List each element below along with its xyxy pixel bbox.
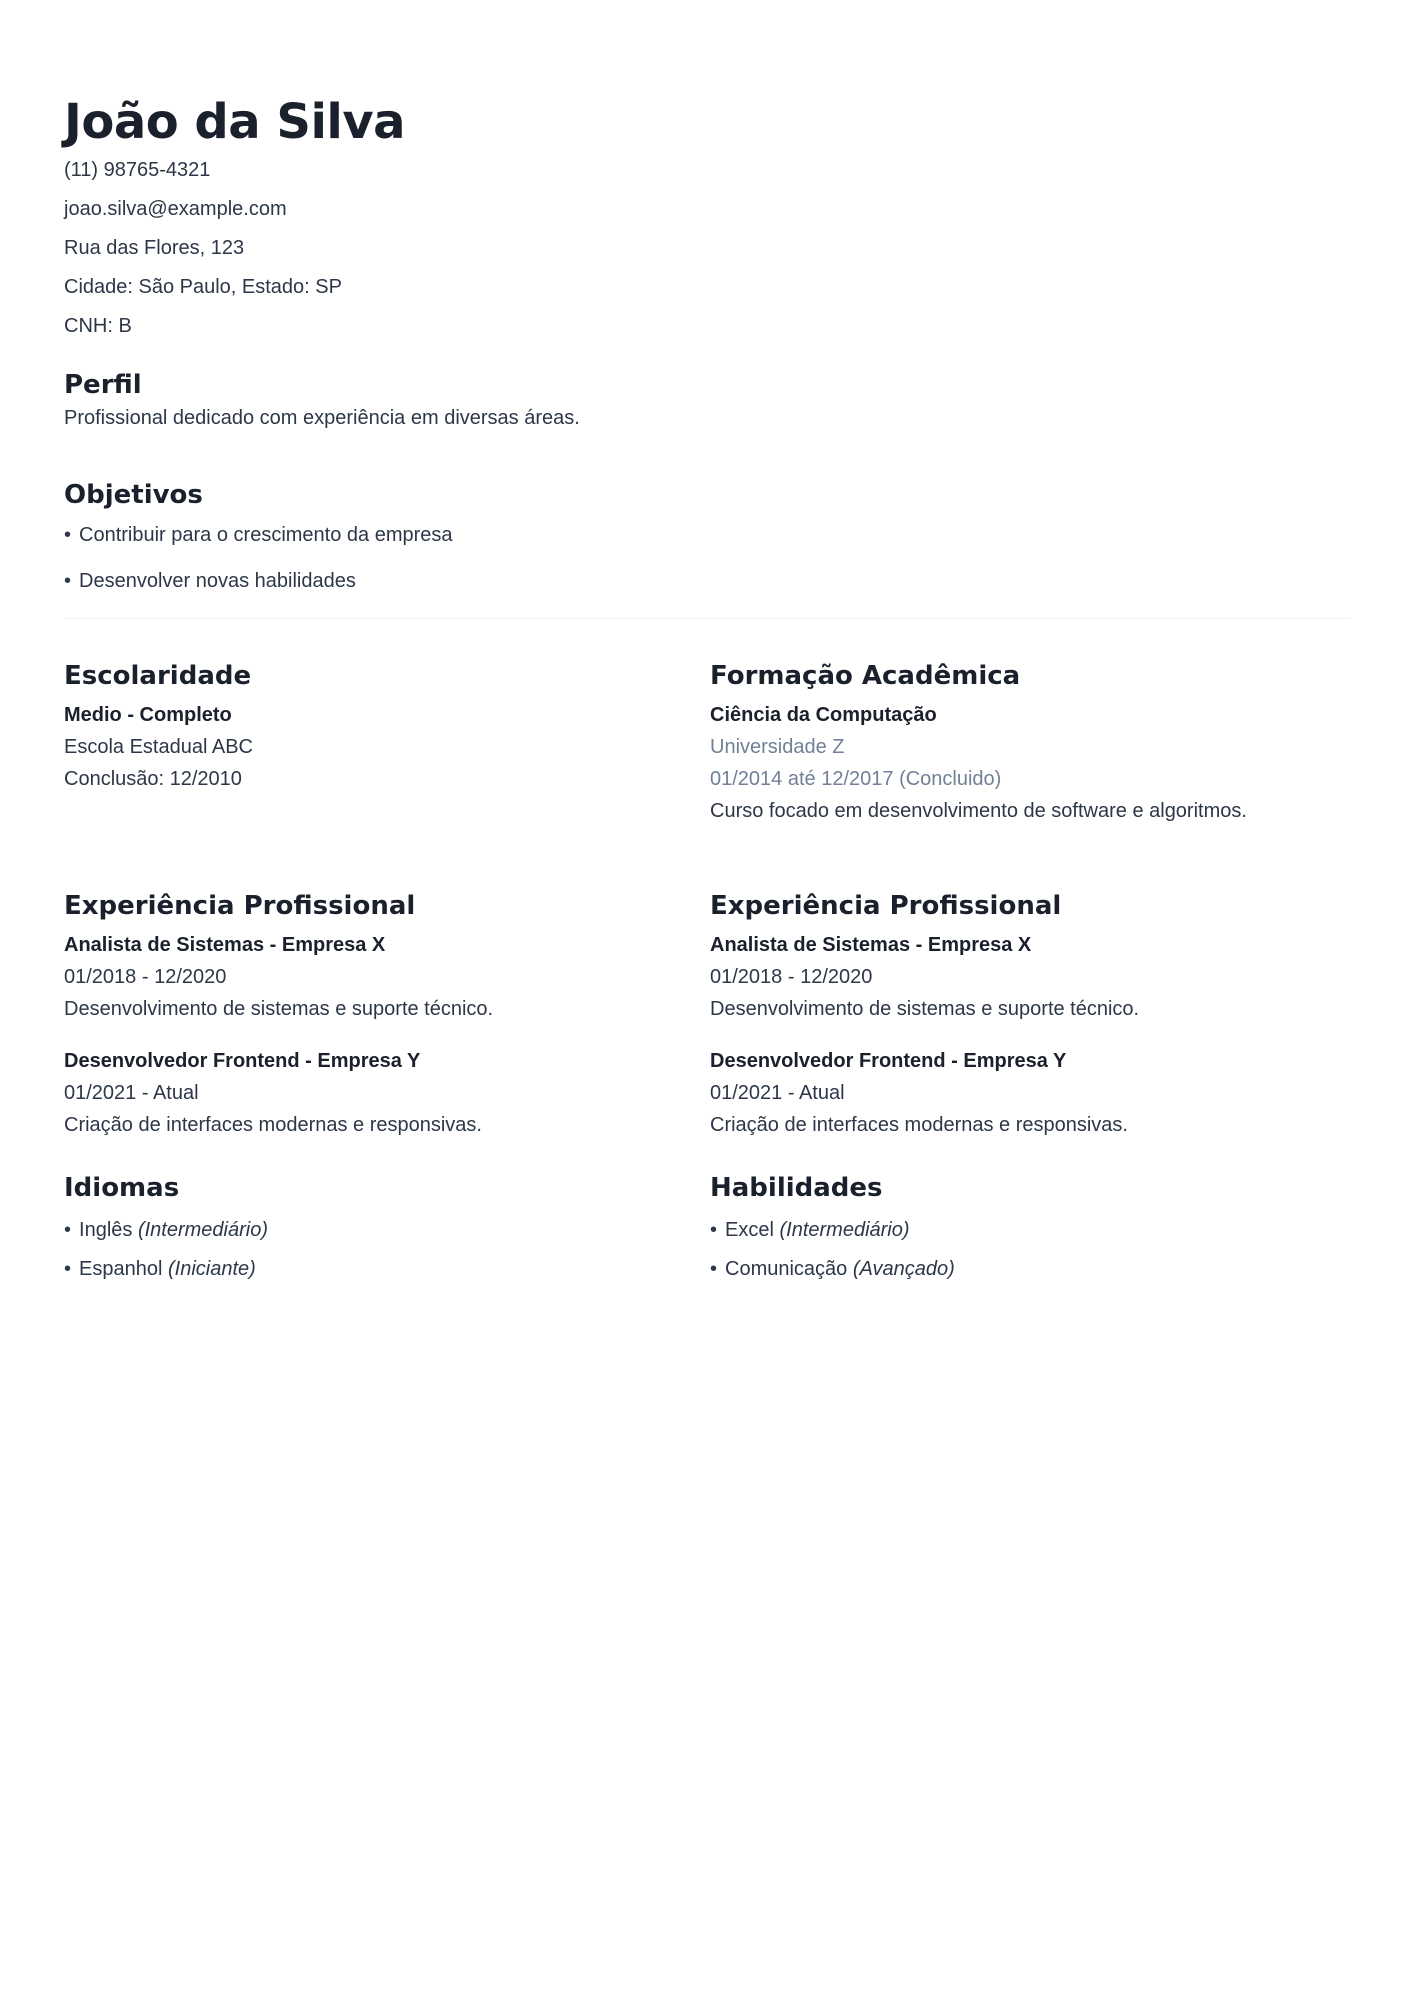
course-description: Curso focado em desenvolvimento de software e algoritmos. <box>710 799 1247 822</box>
candidate-name: João da Silva <box>64 94 406 150</box>
email: joao.silva@example.com <box>64 197 287 220</box>
list-item: • Espanhol (Iniciante) <box>64 1257 256 1280</box>
experience-heading: Experiência Profissional <box>64 890 416 921</box>
address: Rua das Flores, 123 <box>64 236 245 259</box>
job-description: Desenvolvimento de sistemas e suporte técnico. <box>64 997 494 1020</box>
skills-heading: Habilidades <box>710 1172 883 1203</box>
job-entry <box>64 929 704 1025</box>
phone: (11) 98765-4321 <box>64 158 211 181</box>
skills-list <box>710 1211 1350 1289</box>
job-title: Desenvolvedor Frontend - Empresa Y <box>64 1049 421 1072</box>
objectives-heading: Objetivos <box>64 479 203 510</box>
job-entry <box>710 929 1350 1025</box>
academic-section <box>710 659 1350 827</box>
job-description: Criação de interfaces modernas e responsivas. <box>64 1113 482 1136</box>
education-row <box>64 659 1350 827</box>
bullet-icon: • <box>64 1218 72 1241</box>
driver-license: CNH: B <box>64 314 132 337</box>
language-level: (Intermediário) <box>137 1218 268 1241</box>
course-period: 01/2014 até 12/2017 (Concluido) <box>710 767 1002 790</box>
skill-level: (Intermediário) <box>779 1218 910 1241</box>
list-item: • Inglês (Intermediário) <box>64 1218 268 1241</box>
language-level: (Iniciante) <box>167 1257 256 1280</box>
bullet-icon: • <box>710 1257 718 1280</box>
job-description: Criação de interfaces modernas e responsivas. <box>710 1113 1128 1136</box>
job-period: 01/2021 - Atual <box>64 1081 199 1104</box>
skill-level: (Avançado) <box>852 1257 955 1280</box>
list-item: • Contribuir para o crescimento da empresa <box>64 523 453 546</box>
languages-heading: Idiomas <box>64 1172 180 1203</box>
schooling-section <box>64 659 704 827</box>
skills-section <box>710 1171 1350 1289</box>
job-period: 01/2021 - Atual <box>710 1081 845 1104</box>
bullet-icon: • <box>64 569 72 592</box>
job-title: Analista de Sistemas - Empresa X <box>710 933 1032 956</box>
section-divider <box>64 618 1350 619</box>
list-item: • Desenvolver novas habilidades <box>64 569 356 592</box>
languages-section <box>64 1171 704 1289</box>
objectives-list <box>64 512 1350 604</box>
experience-section-right <box>710 889 1350 1161</box>
job-description: Desenvolvimento de sistemas e suporte técnico. <box>710 997 1140 1020</box>
experience-row <box>64 889 1350 1161</box>
job-entry <box>64 1045 704 1141</box>
experience-section-left <box>64 889 704 1161</box>
list-item: • Excel (Intermediário) <box>710 1218 910 1241</box>
profile-text: Profissional dedicado com experiência em diversas áreas. <box>64 406 580 429</box>
contact-info <box>64 151 1350 346</box>
bullet-icon: • <box>64 1257 72 1280</box>
schooling-level: Medio - Completo <box>64 703 232 726</box>
profile-section <box>64 368 1350 434</box>
job-title: Desenvolvedor Frontend - Empresa Y <box>710 1049 1067 1072</box>
languages-list <box>64 1211 704 1289</box>
institution-name: Universidade Z <box>710 735 845 758</box>
profile-heading: Perfil <box>64 369 142 400</box>
city-state: Cidade: São Paulo, Estado: SP <box>64 275 342 298</box>
school-name: Escola Estadual ABC <box>64 735 253 758</box>
course-name: Ciência da Computação <box>710 703 937 726</box>
schooling-heading: Escolaridade <box>64 660 252 691</box>
job-entry <box>710 1045 1350 1141</box>
academic-heading: Formação Acadêmica <box>710 660 1021 691</box>
skills-row <box>64 1171 1350 1289</box>
job-period: 01/2018 - 12/2020 <box>710 965 873 988</box>
bullet-icon: • <box>710 1218 718 1241</box>
list-item: • Comunicação (Avançado) <box>710 1257 955 1280</box>
job-period: 01/2018 - 12/2020 <box>64 965 227 988</box>
school-conclusion: Conclusão: 12/2010 <box>64 767 242 790</box>
job-title: Analista de Sistemas - Empresa X <box>64 933 386 956</box>
objectives-section <box>64 478 1350 604</box>
experience-heading: Experiência Profissional <box>710 890 1062 921</box>
bullet-icon: • <box>64 523 72 546</box>
